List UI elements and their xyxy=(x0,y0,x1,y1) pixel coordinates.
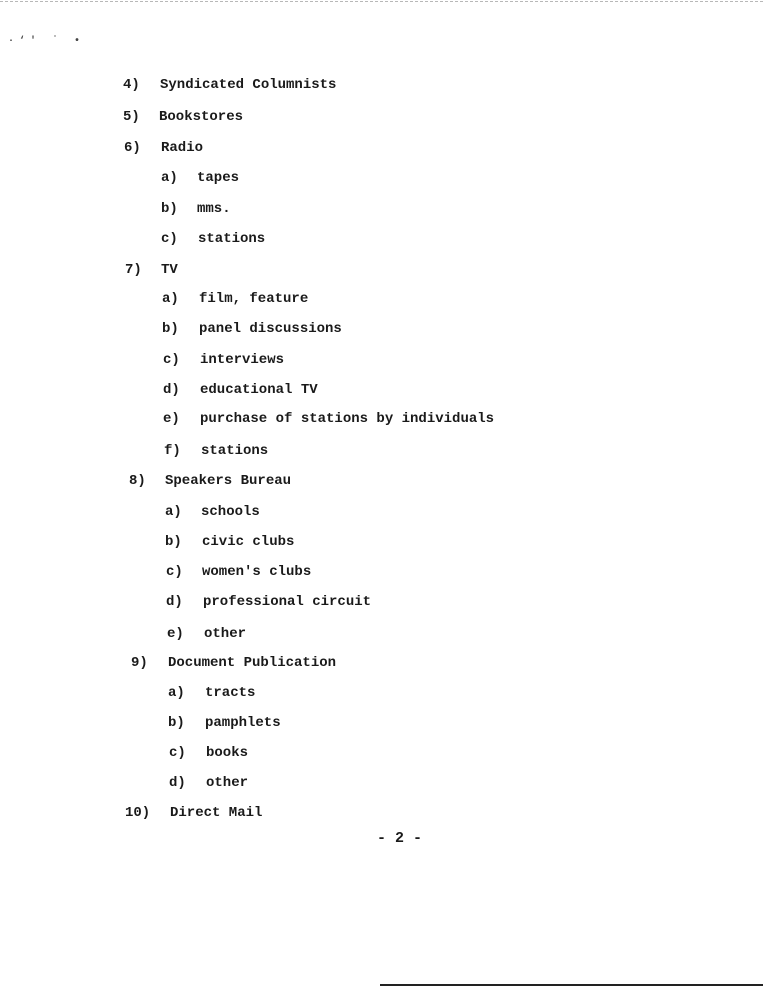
item-text: stations xyxy=(201,443,269,459)
list-item xyxy=(164,443,268,459)
list-item xyxy=(161,201,231,217)
item-text: other xyxy=(204,626,247,642)
item-text: civic clubs xyxy=(202,534,295,550)
item-text: educational TV xyxy=(200,382,318,398)
item-text: other xyxy=(206,775,249,791)
item-text: Document Publication xyxy=(168,655,337,671)
item-number: 9) xyxy=(131,655,148,671)
list-item xyxy=(125,805,262,821)
item-text: interviews xyxy=(200,352,285,368)
item-number: c) xyxy=(169,745,186,761)
item-text: women's clubs xyxy=(202,564,312,580)
list-item xyxy=(165,534,294,550)
item-number: a) xyxy=(165,504,182,520)
item-text: tapes xyxy=(197,170,240,186)
scan-specks: ·‘' ˙ • xyxy=(8,36,86,47)
item-number: 10) xyxy=(125,805,151,821)
list-item xyxy=(165,504,260,520)
list-item xyxy=(166,594,371,610)
list-item xyxy=(123,109,243,125)
page-top-edge xyxy=(0,1,763,2)
item-text: Speakers Bureau xyxy=(165,473,292,489)
item-text: Bookstores xyxy=(159,109,244,125)
list-item xyxy=(123,77,336,93)
item-number: e) xyxy=(163,411,180,427)
list-item xyxy=(161,231,265,247)
list-item xyxy=(129,473,291,489)
item-text: schools xyxy=(201,504,260,520)
item-number: c) xyxy=(163,352,180,368)
page-number: - 2 - xyxy=(377,830,423,847)
list-item xyxy=(169,745,248,761)
item-number: 4) xyxy=(123,77,140,93)
list-item xyxy=(163,352,284,368)
list-item xyxy=(162,291,308,307)
item-text: Syndicated Columnists xyxy=(160,77,337,93)
list-item xyxy=(168,715,281,731)
item-number: a) xyxy=(162,291,179,307)
list-item xyxy=(162,321,342,337)
item-number: 6) xyxy=(124,140,141,156)
list-item xyxy=(131,655,336,671)
item-text: Direct Mail xyxy=(170,805,263,821)
list-item xyxy=(163,382,318,398)
list-item xyxy=(166,564,311,580)
list-item xyxy=(161,170,239,186)
item-number: a) xyxy=(168,685,185,701)
item-number: b) xyxy=(168,715,185,731)
item-number: d) xyxy=(163,382,180,398)
item-number: c) xyxy=(161,231,178,247)
item-number: d) xyxy=(169,775,186,791)
item-text: stations xyxy=(198,231,266,247)
item-text: TV xyxy=(161,262,178,278)
list-item xyxy=(168,685,255,701)
item-number: b) xyxy=(165,534,182,550)
item-text: professional circuit xyxy=(203,594,372,610)
item-number: 7) xyxy=(125,262,142,278)
list-item xyxy=(167,626,246,642)
item-number: a) xyxy=(161,170,178,186)
item-text: purchase of stations by individuals xyxy=(200,411,495,427)
item-number: b) xyxy=(161,201,178,217)
item-text: mms. xyxy=(197,201,231,217)
item-number: f) xyxy=(164,443,181,459)
item-number: e) xyxy=(167,626,184,642)
item-number: c) xyxy=(166,564,183,580)
item-text: film, feature xyxy=(199,291,309,307)
item-number: d) xyxy=(166,594,183,610)
item-number: b) xyxy=(162,321,179,337)
list-item xyxy=(163,411,494,427)
list-item xyxy=(125,262,178,278)
item-text: pamphlets xyxy=(205,715,281,731)
item-number: 8) xyxy=(129,473,146,489)
page-bottom-edge xyxy=(380,984,763,986)
item-text: tracts xyxy=(205,685,256,701)
item-number: 5) xyxy=(123,109,140,125)
item-text: Radio xyxy=(161,140,204,156)
list-item xyxy=(169,775,248,791)
list-item xyxy=(124,140,203,156)
item-text: panel discussions xyxy=(199,321,342,337)
item-text: books xyxy=(206,745,249,761)
